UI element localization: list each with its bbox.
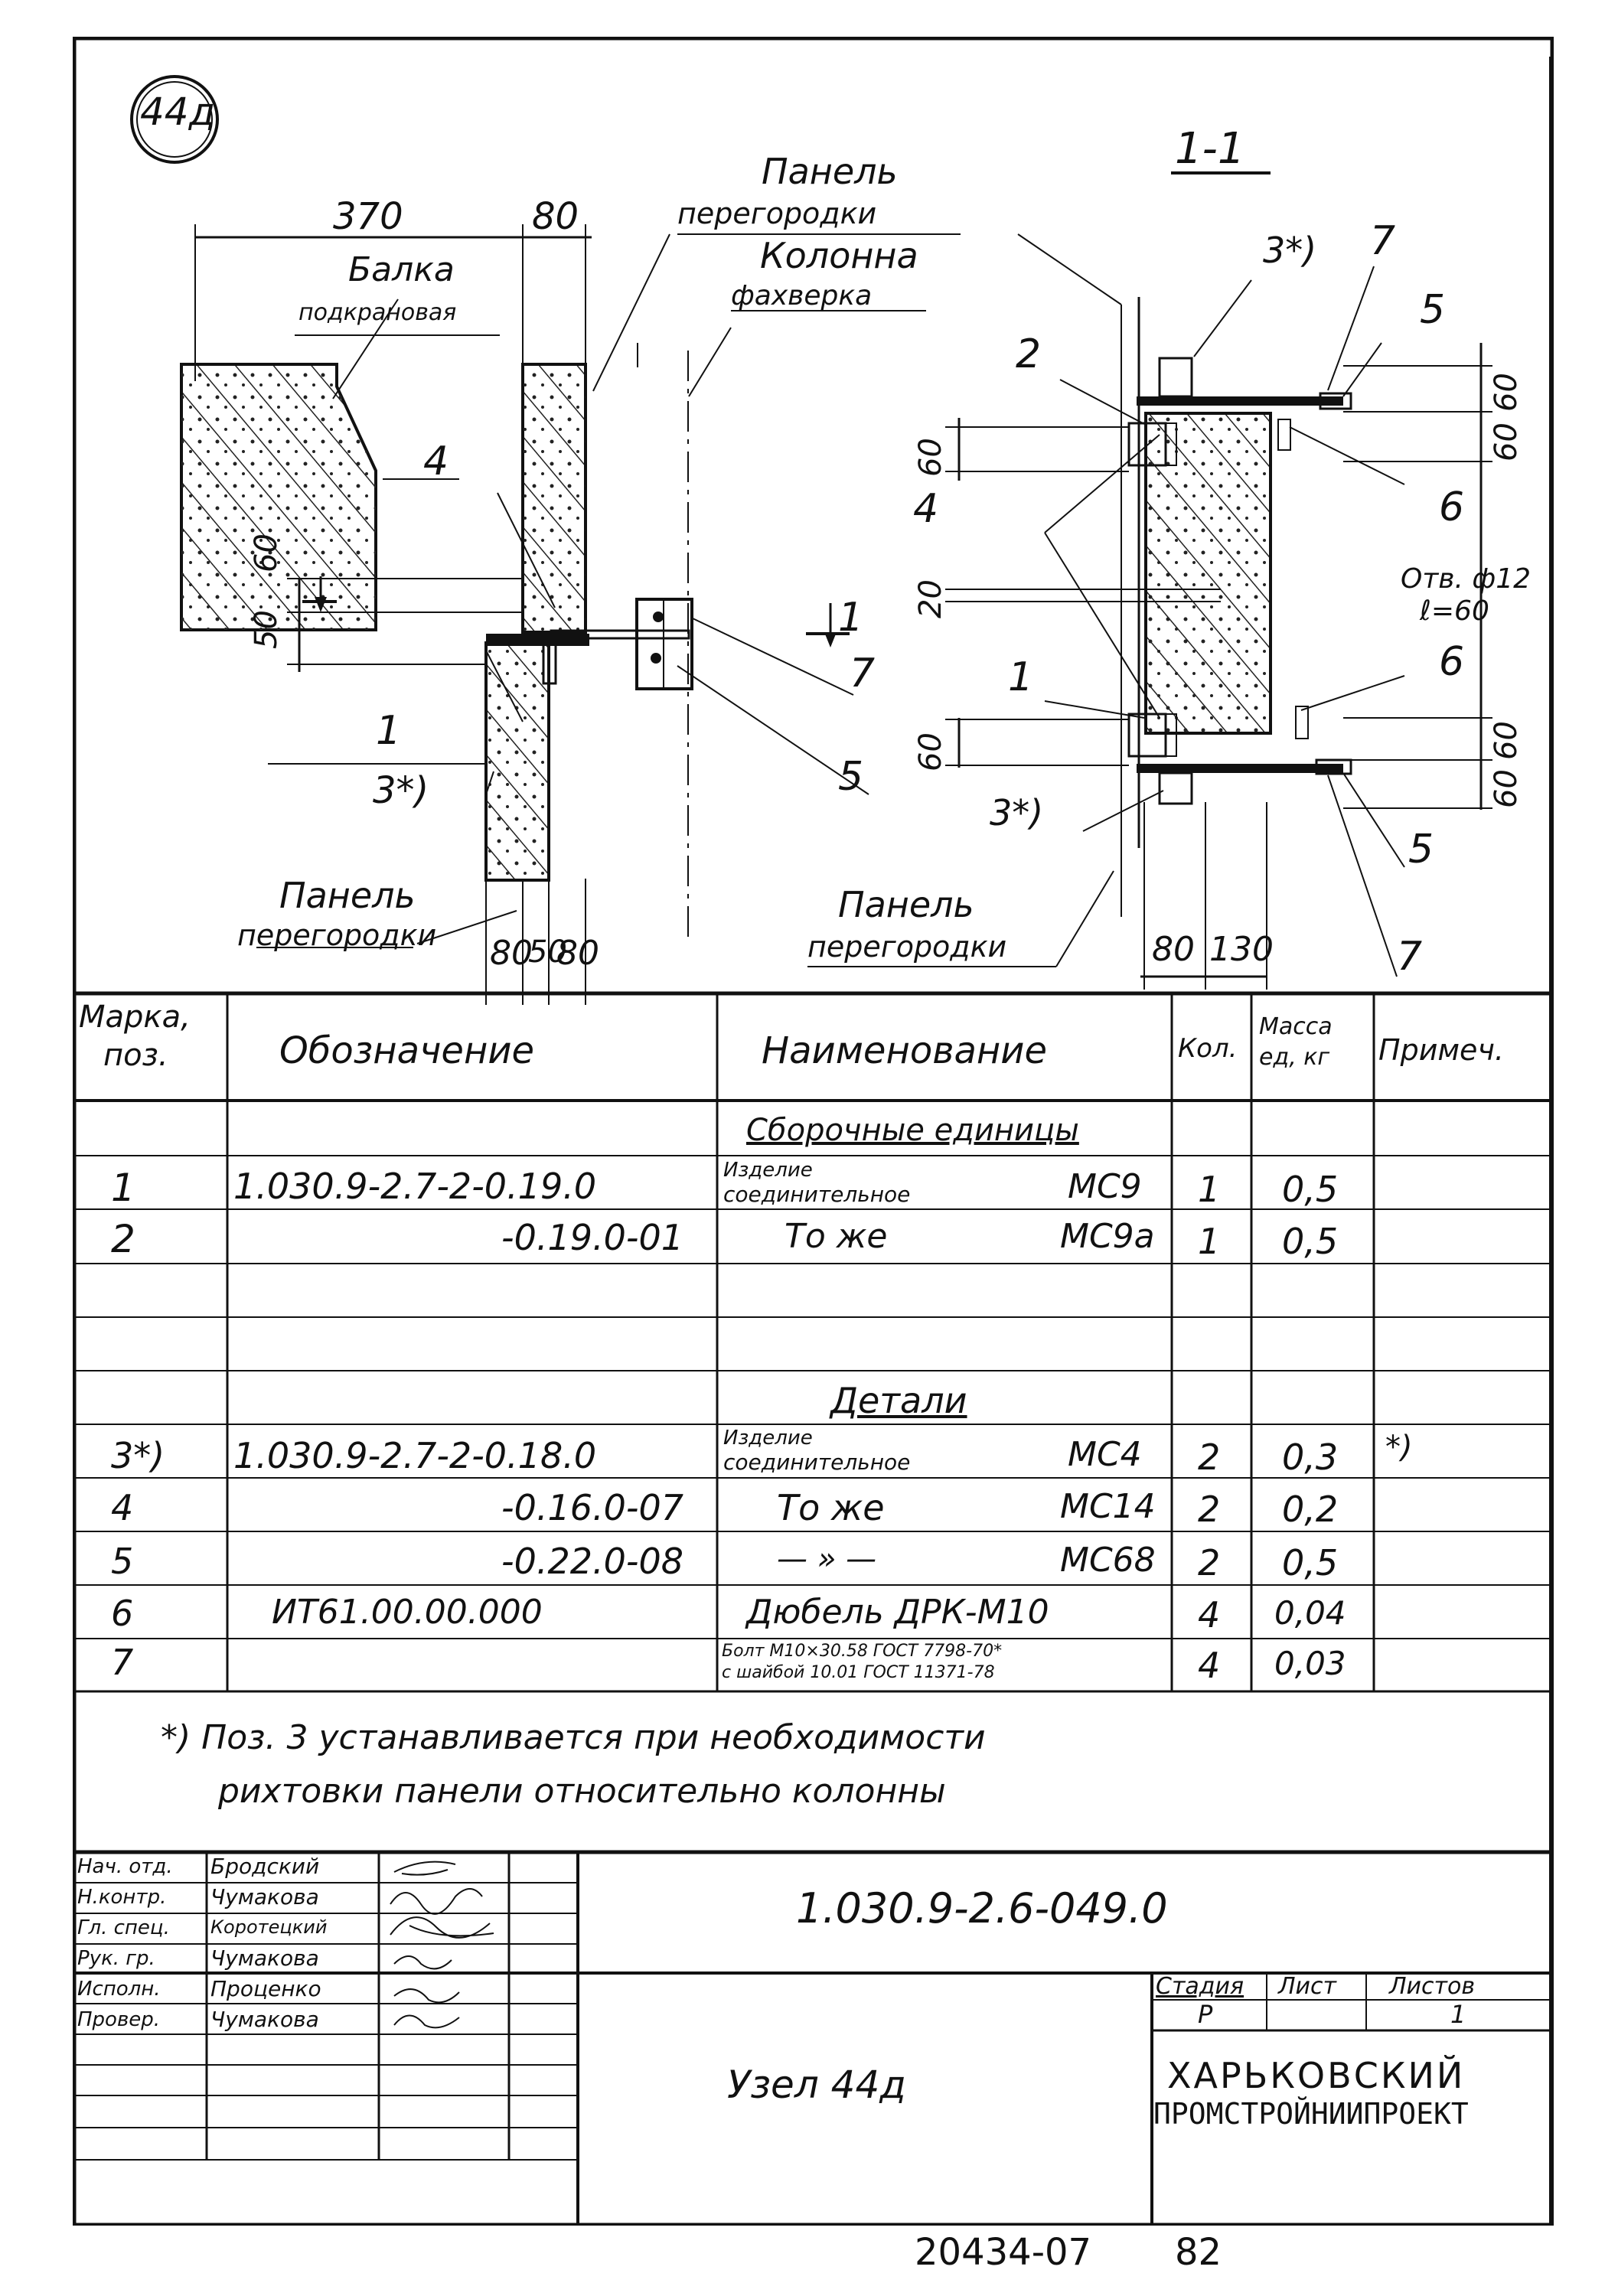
sheet-label: Лист bbox=[1278, 1973, 1337, 2000]
tb-role-4: Рук. гр. bbox=[77, 1947, 155, 1970]
panel-bottom-label-1: Панель bbox=[279, 875, 416, 916]
sec-callout-3-bottom: 3*) bbox=[990, 792, 1044, 833]
row4-name: То же bbox=[777, 1487, 885, 1528]
row3-note: *) bbox=[1385, 1430, 1413, 1465]
tb-role-5: Исполн. bbox=[77, 1978, 161, 2001]
sec-dim-130: 130 bbox=[1209, 930, 1274, 969]
row6-mark: 6 bbox=[111, 1593, 134, 1634]
row1-name-l1: Изделие bbox=[723, 1159, 813, 1182]
hdr-mark-2: поз. bbox=[103, 1038, 168, 1073]
hdr-mass-2: ед, кг bbox=[1259, 1044, 1330, 1071]
plan-dim-50-left: 50 bbox=[249, 610, 284, 649]
tb-name-5: Проценко bbox=[210, 1976, 321, 2001]
column-label-2: фахверка bbox=[731, 280, 873, 311]
hdr-mark-1: Марка, bbox=[79, 1000, 191, 1035]
tb-role-3: Гл. спец. bbox=[77, 1916, 170, 1939]
footer-code: 20434-07 bbox=[915, 2231, 1092, 2274]
org-line-2: ПРОМСТРОЙНИИПРОЕКТ bbox=[1153, 2097, 1469, 2131]
row3-name-l1: Изделие bbox=[723, 1427, 813, 1450]
sec-dim-right-2: 60 bbox=[1489, 422, 1524, 461]
sec-callout-4: 4 bbox=[913, 486, 939, 532]
row2-mass: 0,5 bbox=[1282, 1221, 1339, 1262]
section-details: Детали bbox=[830, 1380, 967, 1421]
spec-table-grid bbox=[74, 993, 1552, 1691]
stage-label: Стадия bbox=[1156, 1973, 1244, 2000]
row4-mark: 4 bbox=[111, 1487, 134, 1528]
sec-callout-2: 2 bbox=[1016, 331, 1042, 377]
sec-dim-right-4: 60 bbox=[1489, 769, 1524, 808]
row1-mass: 0,5 bbox=[1282, 1169, 1339, 1210]
section-1-1 bbox=[807, 173, 1492, 990]
row4-mass: 0,2 bbox=[1282, 1489, 1339, 1530]
row3-code: МС4 bbox=[1068, 1435, 1142, 1474]
section-assembly-units: Сборочные единицы bbox=[746, 1113, 1079, 1148]
panel-top-label-2: перегородки bbox=[677, 197, 877, 230]
hole-note-1: Отв. ф12 bbox=[1401, 563, 1531, 595]
row2-designation: -0.19.0-01 bbox=[501, 1217, 684, 1258]
plan-callout-4: 4 bbox=[423, 439, 449, 484]
section-title: 1-1 bbox=[1175, 124, 1245, 174]
row7-qty: 4 bbox=[1198, 1645, 1221, 1686]
sec-panel-label-1: Панель bbox=[838, 884, 974, 925]
sec-callout-5-top: 5 bbox=[1420, 287, 1446, 333]
footnote-line-1: *) Поз. 3 устанавливается при необходимости bbox=[161, 1718, 986, 1757]
sheet-mark: 44д bbox=[140, 90, 216, 134]
row5-name: — » — bbox=[777, 1541, 877, 1577]
sheets-value: 1 bbox=[1450, 2000, 1466, 2029]
plan-plate bbox=[486, 634, 589, 646]
plan-dim-60-left: 60 bbox=[249, 533, 284, 572]
row5-qty: 2 bbox=[1198, 1542, 1221, 1583]
plan-callout-7: 7 bbox=[850, 651, 876, 696]
sec-dim-80: 80 bbox=[1152, 930, 1195, 969]
tb-name-6: Чумакова bbox=[210, 2007, 319, 2032]
doc-code: 1.030.9-2.6-049.0 bbox=[796, 1884, 1168, 1932]
row6-designation: ИТ61.00.00.000 bbox=[272, 1593, 543, 1632]
sec-panel-label-2: перегородки bbox=[807, 930, 1007, 964]
drawing-sheet bbox=[73, 37, 1554, 2226]
sec-dim-left-60-top: 60 bbox=[913, 438, 948, 477]
column-label-1: Колонна bbox=[760, 235, 918, 276]
row3-name-l2: соединительное bbox=[723, 1450, 911, 1475]
hdr-qty: Кол. bbox=[1178, 1033, 1238, 1064]
plan-dim-370: 370 bbox=[333, 195, 403, 238]
row6-mass: 0,04 bbox=[1274, 1594, 1346, 1632]
row4-designation: -0.16.0-07 bbox=[501, 1487, 684, 1528]
row6-name: Дюбель ДРК-М10 bbox=[746, 1593, 1049, 1632]
row4-qty: 2 bbox=[1198, 1489, 1221, 1530]
stage-value: Р bbox=[1198, 2000, 1213, 2029]
sec-dim-right-3: 60 bbox=[1489, 721, 1524, 760]
sec-callout-6-top: 6 bbox=[1439, 484, 1465, 530]
panel-top-label-1: Панель bbox=[762, 151, 898, 192]
plan-section-mark: 1 bbox=[838, 595, 864, 641]
plan-callout-5: 5 bbox=[838, 754, 864, 800]
panel-bottom-label-2: перегородки bbox=[237, 918, 437, 952]
tb-role-1: Нач. отд. bbox=[77, 1855, 173, 1878]
row7-mark: 7 bbox=[111, 1642, 134, 1683]
sec-callout-6-bottom: 6 bbox=[1439, 639, 1465, 685]
sec-callout-7-top: 7 bbox=[1370, 218, 1396, 264]
row2-mark: 2 bbox=[111, 1217, 135, 1261]
hole-note-2: ℓ=60 bbox=[1420, 595, 1489, 627]
hdr-name: Наименование bbox=[762, 1029, 1048, 1072]
beam-label-1: Балка bbox=[348, 250, 455, 289]
row4-code: МС14 bbox=[1060, 1487, 1156, 1526]
tb-name-3: Коротецкий bbox=[210, 1916, 328, 1938]
row7-name-l1: Болт М10×30.58 ГОСТ 7798-70* bbox=[722, 1642, 1003, 1661]
hdr-note: Примеч. bbox=[1378, 1033, 1504, 1067]
tb-role-2: Н.контр. bbox=[77, 1886, 167, 1909]
row1-name-l2: соединительное bbox=[723, 1182, 911, 1207]
row1-code: МС9 bbox=[1068, 1167, 1142, 1206]
row1-qty: 1 bbox=[1198, 1169, 1221, 1210]
row7-mass: 0,03 bbox=[1274, 1645, 1346, 1682]
row3-mass: 0,3 bbox=[1282, 1437, 1339, 1478]
row6-qty: 4 bbox=[1198, 1594, 1221, 1636]
sec-callout-5-bottom: 5 bbox=[1408, 827, 1434, 872]
row3-designation: 1.030.9-2.7-2-0.18.0 bbox=[233, 1435, 597, 1476]
row5-designation: -0.22.0-08 bbox=[501, 1541, 684, 1582]
sec-dim-left-20: 20 bbox=[913, 579, 948, 618]
sec-dim-left-60-bottom: 60 bbox=[913, 732, 948, 771]
row3-qty: 2 bbox=[1198, 1437, 1221, 1478]
plan-dim-80-top: 80 bbox=[532, 195, 579, 238]
sheets-label: Листов bbox=[1389, 1973, 1476, 2000]
row5-mark: 5 bbox=[111, 1541, 134, 1582]
tb-name-1: Бродский bbox=[210, 1854, 320, 1879]
tb-name-2: Чумакова bbox=[210, 1884, 319, 1910]
hdr-designation: Обозначение bbox=[279, 1029, 535, 1072]
sec-callout-1: 1 bbox=[1008, 654, 1034, 700]
row7-name-l2: с шайбой 10.01 ГОСТ 11371-78 bbox=[722, 1663, 995, 1682]
plan-dim-80-b1: 80 bbox=[490, 934, 533, 973]
plan-callout-1: 1 bbox=[376, 708, 402, 754]
plan-dim-50-b: 50 bbox=[528, 934, 567, 970]
sec-callout-3-top: 3*) bbox=[1263, 230, 1317, 271]
plan-callout-3: 3*) bbox=[373, 769, 429, 812]
beam-label-2: подкрановая bbox=[298, 299, 457, 326]
row1-designation: 1.030.9-2.7-2-0.19.0 bbox=[233, 1166, 597, 1207]
sec-dim-right-1: 60 bbox=[1489, 373, 1524, 412]
row3-mark: 3*) bbox=[111, 1435, 165, 1476]
sec-callout-7-bottom: 7 bbox=[1397, 934, 1423, 980]
hdr-mass-1: Масса bbox=[1259, 1013, 1333, 1040]
sheet-title: Узел 44д bbox=[727, 2063, 906, 2107]
footnote-line-2: рихтовки панели относительно колонны bbox=[218, 1772, 946, 1811]
row2-code: МС9а bbox=[1060, 1217, 1155, 1256]
row5-code: МС68 bbox=[1060, 1541, 1156, 1580]
row5-mass: 0,5 bbox=[1282, 1542, 1339, 1583]
org-line-1: ХАРЬКОВСКИЙ bbox=[1167, 2055, 1466, 2096]
row2-name: То же bbox=[785, 1217, 888, 1256]
tb-name-4: Чумакова bbox=[210, 1945, 319, 1971]
row1-mark: 1 bbox=[111, 1166, 135, 1210]
row2-qty: 1 bbox=[1198, 1221, 1221, 1262]
footer-page: 82 bbox=[1175, 2231, 1222, 2274]
tb-role-6: Провер. bbox=[77, 2008, 161, 2031]
plan-dim-80-b2: 80 bbox=[556, 934, 599, 973]
